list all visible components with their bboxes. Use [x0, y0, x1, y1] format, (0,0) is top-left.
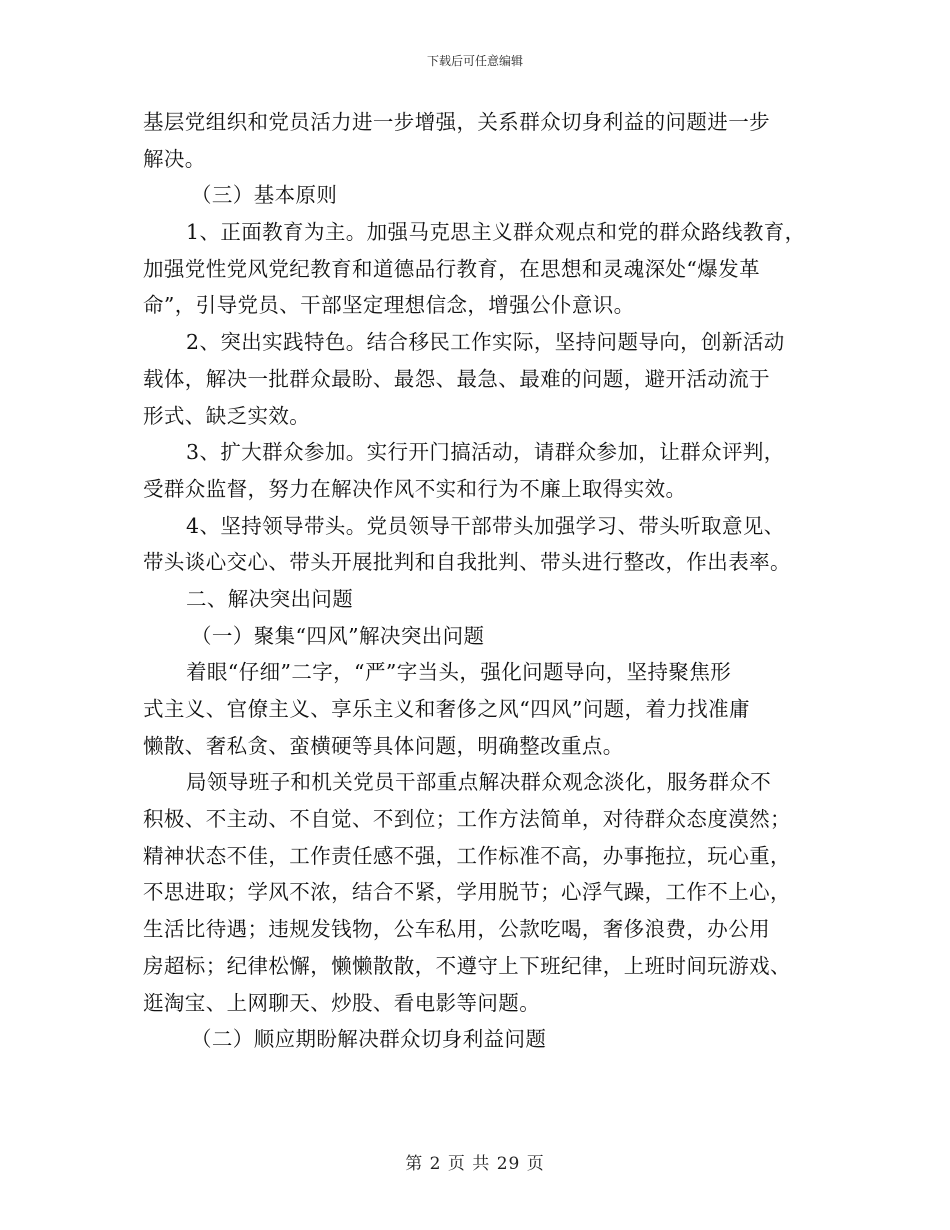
paragraph-line: 载体，解决一批群众最盼、最怨、最急、最难的问题，避开活动流于 [143, 366, 770, 391]
paragraph-line: 受群众监督，努力在解决作风不实和行为不廉上取得实效。 [143, 476, 687, 501]
paragraph-line: 命”，引导党员、干部坚定理想信念，增强公仆意识。 [143, 293, 635, 318]
paragraph-line: 式主义、官僚主义、享乐主义和奢侈之风“四风”问题，着力找准庸 [143, 697, 750, 721]
section-heading: （二）顺应期盼解决群众切身利益问题 [191, 1027, 547, 1052]
section-heading: （三）基本原则 [191, 183, 338, 208]
paragraph-line: 加强党性党风党纪教育和道德品行教育，在思想和灵魂深处“爆发革 [143, 256, 760, 281]
paragraph-line: 房超标；纪律松懈，懒懒散散，不遵守上下班纪律，上班时间玩游戏、 [143, 953, 791, 978]
page-header: 下载后可任意编辑 [426, 54, 523, 68]
paragraph-line: 1、正面教育为主。加强马克思主义群众观点和党的群众路线教育， [186, 220, 806, 245]
paragraph-line: 局领导班子和机关党员干部重点解决群众观念淡化，服务群众不 [186, 770, 772, 795]
paragraph-line: 3、扩大群众参加。实行开门搞活动，请群众参加，让群众评判， [186, 440, 785, 465]
paragraph-line: 懒散、奢私贪、蛮横硬等具体问题，明确整改重点。 [143, 733, 624, 758]
paragraph-line: 带头谈心交心、带头开展批判和自我批判、带头进行整改，作出表率。 [143, 550, 791, 575]
paragraph-line: 生活比待遇；违规发钱物，公车私用，公款吃喝，奢侈浪费，办公用 [143, 917, 770, 942]
paragraph-line: 逛淘宝、上网聊天、炒股、看电影等问题。 [143, 990, 541, 1015]
paragraph-line: 形式、缺乏实效。 [143, 403, 311, 428]
page-number-footer: 第 2 页 共 29 页 [405, 1154, 545, 1174]
paragraph-line: 着眼“仔细”二字，“严”字当头，强化问题导向，坚持聚焦形 [186, 660, 732, 685]
paragraph-line: 4、坚持领导带头。党员领导干部带头加强学习、带头听取意见、 [186, 513, 785, 538]
paragraph-line: 解决。 [143, 146, 206, 171]
section-heading: 二、解决突出问题 [186, 586, 354, 611]
paragraph-line: 不思进取；学风不浓，结合不紧，学用脱节；心浮气躁，工作不上心， [143, 880, 791, 905]
paragraph-line: 积极、不主动、不自觉、不到位；工作方法简单，对待群众态度漠然； [143, 807, 791, 832]
section-heading: （一）聚集“四风”解决突出问题 [191, 623, 485, 648]
paragraph-line: 精神状态不佳，工作责任感不强，工作标准不高，办事拖拉，玩心重， [143, 843, 791, 868]
paragraph-line: 基层党组织和党员活力进一步增强，关系群众切身利益的问题进一步 [143, 110, 770, 134]
paragraph-line: 2、突出实践特色。结合移民工作实际，坚持问题导向，创新活动 [186, 330, 785, 355]
document-body [143, 104, 823, 1058]
